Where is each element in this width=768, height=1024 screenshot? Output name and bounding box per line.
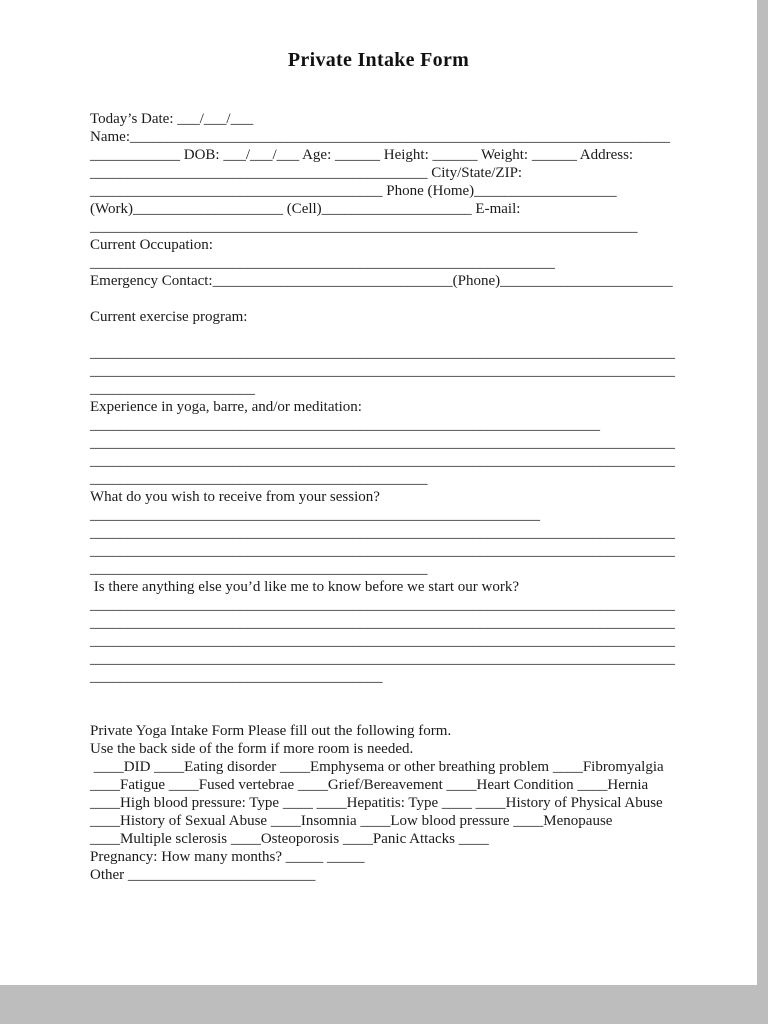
form-line: Current Occupation: [90,237,213,253]
form-title: Private Intake Form [287,49,470,71]
form-line: ______________________________________________________________________________ [90,345,675,361]
form-line: ____History of Sexual Abuse ____Insomnia ____Low blood pressure ____Menopause [90,813,613,829]
form-line: ____________________________________________________________ [90,507,540,523]
form-line: ______________________________________________________________________________ [90,435,675,451]
form-line: _______________________________________ Phone (Home)___________________ [90,183,617,199]
form-body [90,110,752,884]
form-line: Use the back side of the form if more room is needed. [90,741,414,757]
form-line [90,704,752,722]
form-line: Today’s Date: ___/___/___ [90,111,254,127]
form-line: _____________________________________________ City/State/ZIP: [90,165,523,181]
form-line: Other _________________________ [90,867,316,883]
form-line: Name:________________________________________________________________________ [90,129,670,145]
form-line: ____Fatigue ____Fused vertebrae ____Grief/Bereavement ____Heart Condition ____Hernia [90,777,649,793]
form-line: _________________________________________________________________________ [90,219,638,235]
form-line: ______________________________________________________________________________ [90,543,675,559]
form-line: Current exercise program: [90,309,248,325]
form-line: ______________________________________________________________________________ [90,453,675,469]
form-line: What do you wish to receive from your session? [90,489,380,505]
form-line: ____________________________________________________________________ [90,417,600,433]
form-line: Pregnancy: How many months? _____ _____ [90,849,365,865]
form-line: Private Yoga Intake Form Please fill out the following form. [90,723,452,739]
form-line [90,290,752,308]
form-line: ____High blood pressure: Type ____ ____Hepatitis: Type ____ ____History of Physical Abuse [90,795,663,811]
form-line: Emergency Contact:________________________________(Phone)_______________________ [90,273,673,289]
form-line: ______________________________________________________________________________ [90,651,675,667]
form-line: ______________________________________________________________________________ [90,525,675,541]
form-line: Experience in yoga, barre, and/or meditation: [90,399,362,415]
form-line: ______________________________________________________________ [90,255,555,271]
form-line: (Work)____________________ (Cell)____________________ E-mail: [90,201,521,217]
form-line: ______________________________________________________________________________ [90,633,675,649]
form-line [90,326,752,344]
form-line: ______________________ [90,381,255,397]
form-line: _____________________________________________ [90,471,428,487]
form-line: _______________________________________ [90,669,383,685]
form-line: ____DID ____Eating disorder ____Emphysema or other breathing problem ____Fibromyalgia [90,759,664,775]
form-line: ______________________________________________________________________________ [90,597,675,613]
form-line: _____________________________________________ [90,561,428,577]
form-line [90,686,752,704]
form-line: ____Multiple sclerosis ____Osteoporosis ____Panic Attacks ____ [90,831,489,847]
form-line: Is there anything else you’d like me to know before we start our work? [90,579,520,595]
form-line: ____________ DOB: ___/___/___ Age: ______ Height: ______ Weight: ______ Address: [90,147,634,163]
form-line: ______________________________________________________________________________ [90,615,675,631]
form-line: ______________________________________________________________________________ [90,363,675,379]
